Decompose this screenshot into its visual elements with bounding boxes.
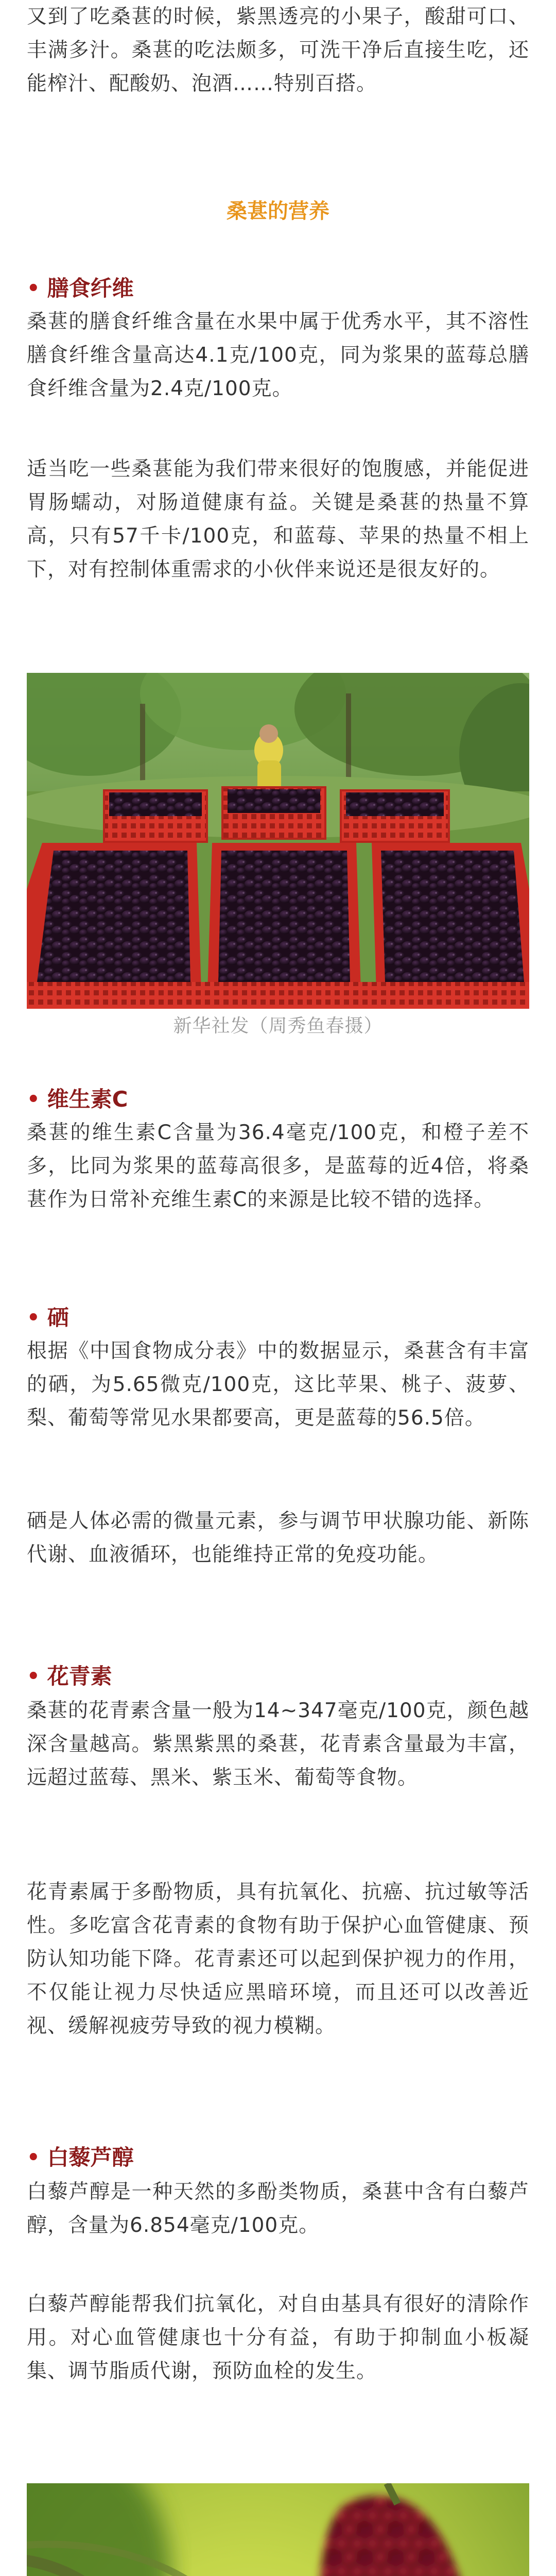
fiber-paragraph-1-block (27, 305, 529, 405)
anthocyanin-paragraph-1-block (27, 1694, 529, 1794)
heading-resveratrol-text: 白藜芦醇 (47, 2145, 134, 2170)
anthocyanin-paragraph-2: 花青素属于多酚物质，具有抗氧化、抗癌、抗过敏等活性。多吃富含花青素的食物有助于保护心血管健康、预防认知功能下降。花青素还可以起到保护视力的作用，不仅能让视力尽快适应黑暗环境，而且还可以改善近视、缓解视疲劳导致的视力模糊。 (27, 1880, 529, 2038)
selenium-paragraph-2-block (27, 1504, 529, 1571)
bullet-icon: • (27, 1665, 40, 1688)
anthocyanin-paragraph-2-block (27, 1875, 529, 2043)
heading-fiber-text: 膳食纤维 (47, 276, 134, 301)
heading-selenium (27, 1303, 69, 1332)
vitc-paragraph-1: 桑葚的维生素C含量为36.4毫克/100克，和橙子差不多，比同为浆果的蓝莓高很多，是蓝莓的近4倍，将桑葚作为日常补充维生素C的来源是比较不错的选择。 (27, 1121, 529, 1211)
heading-vitamin-c-text: 维生素C (47, 1087, 128, 1112)
resveratrol-paragraph-2-block (27, 2287, 529, 2388)
resveratrol-paragraph-2: 白藜芦醇能帮我们抗氧化，对自由基具有很好的清除作用。对心血管健康也十分有益，有助于抑制血小板凝集、调节脂质代谢，预防血栓的发生。 (27, 2293, 529, 2383)
selenium-paragraph-1-block (27, 1334, 529, 1435)
fiber-paragraph-2: 适当吃一些桑葚能为我们带来很好的饱腹感，并能促进胃肠蠕动，对肠道健康有益。关键是桑葚的热量不算高，只有57千卡/100克，和蓝莓、苹果的热量不相上下，对有控制体重需求的小伙伴来说还是很友好的。 (27, 457, 529, 581)
bullet-icon: • (27, 2146, 40, 2170)
heading-resveratrol (27, 2143, 134, 2172)
heading-fiber (27, 274, 134, 303)
section-title: 桑葚的营养 (227, 199, 329, 223)
intro-paragraph: 又到了吃桑葚的时候，紫黑透亮的小果子，酸甜可口、丰满多汁。桑葚的吃法颇多，可洗干净后直接生吃，还能榨汁、配酸奶、泡酒……特别百搭。 (27, 5, 529, 95)
resveratrol-paragraph-1-block (27, 2175, 529, 2242)
anthocyanin-paragraph-1: 桑葚的花青素含量一般为14~347毫克/100克，颜色越深含量越高。紫黑紫黑的桑葚，花青素含量最为丰富，远超过蓝莓、黑米、紫玉米、葡萄等食物。 (27, 1699, 529, 1789)
bullet-icon: • (27, 277, 40, 300)
selenium-paragraph-1: 根据《中国食物成分表》中的数据显示，桑葚含有丰富的硒，为5.65微克/100克，这比苹果、桃子、菠萝、梨、葡萄等常见水果都要高，更是蓝莓的56.5倍。 (27, 1340, 529, 1430)
intro-block (27, 0, 529, 100)
selenium-paragraph-2: 硒是人体必需的微量元素，参与调节甲状腺功能、新陈代谢、血液循环，也能维持正常的免疫功能。 (27, 1510, 529, 1566)
resveratrol-paragraph-1: 白藜芦醇是一种天然的多酚类物质，桑葚中含有白藜芦醇，含量为6.854毫克/100克。 (27, 2180, 529, 2237)
mulberry-baskets-photo (27, 673, 529, 1009)
vitc-paragraph-1-block (27, 1116, 529, 1216)
heading-anthocyanin-text: 花青素 (47, 1664, 112, 1689)
heading-anthocyanin (27, 1662, 112, 1691)
heading-selenium-text: 硒 (47, 1305, 69, 1330)
fiber-paragraph-1: 桑葚的膳食纤维含量在水果中属于优秀水平，其不溶性膳食纤维含量高达4.1克/100克，同为浆果的蓝莓总膳食纤维含量为2.4克/100克。 (27, 310, 529, 400)
mulberry-baskets-image (27, 673, 529, 1009)
photo1-caption: 新华社发（周秀鱼春摄） (173, 1015, 383, 1037)
heading-vitamin-c (27, 1085, 128, 1114)
mulberry-closeup-photo (27, 2483, 529, 2576)
bullet-icon: • (27, 1306, 40, 1330)
bullet-icon: • (27, 1088, 40, 1111)
fiber-paragraph-2-block (27, 452, 529, 586)
mulberry-closeup-image (27, 2483, 529, 2576)
